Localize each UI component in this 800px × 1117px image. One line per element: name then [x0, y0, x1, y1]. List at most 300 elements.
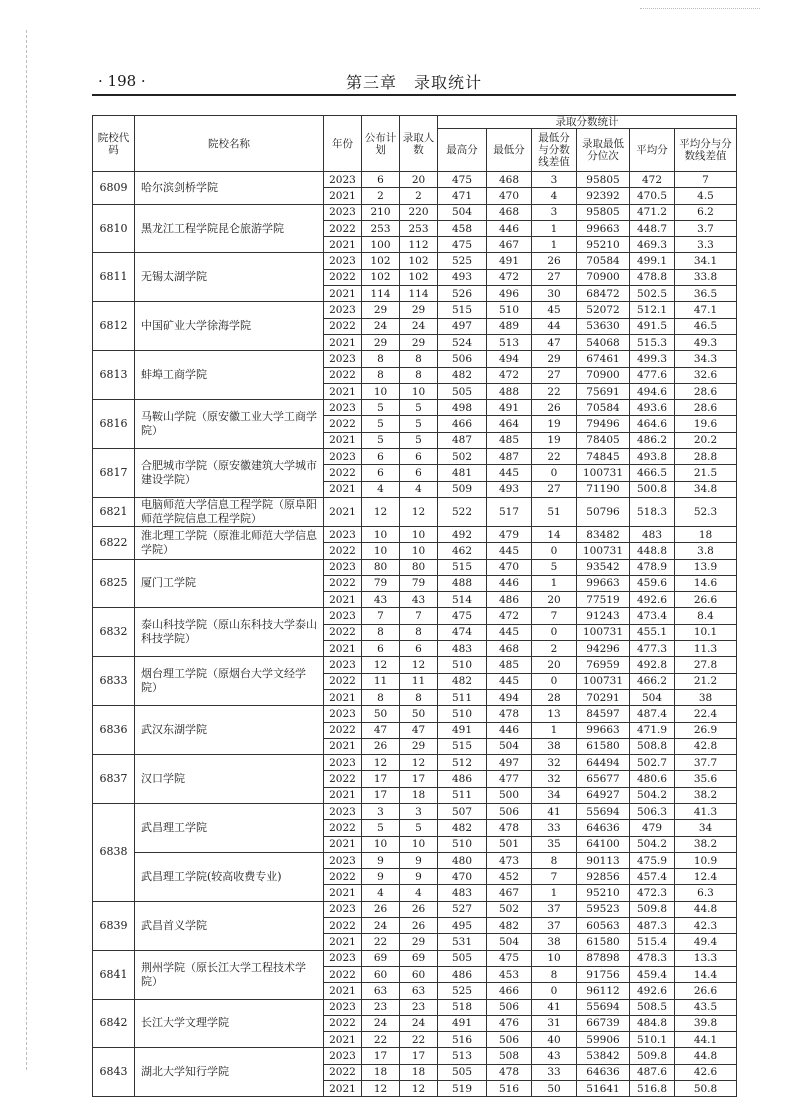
header-name: 院校名称 [135, 116, 324, 172]
cell-avg: 509.8 [630, 901, 675, 917]
cell-enrolled: 253 [400, 220, 438, 236]
cell-min-rank: 60563 [577, 918, 630, 934]
cell-plan: 9 [362, 869, 400, 885]
cell-avg-diff: 18 [675, 526, 737, 542]
cell-min-rank: 64927 [577, 787, 630, 803]
cell-avg-diff: 14.6 [675, 575, 737, 591]
cell-min: 488 [487, 383, 532, 399]
cell-min-diff: 50 [532, 1081, 577, 1097]
cell-max: 493 [438, 269, 487, 285]
cell-min-diff: 41 [532, 999, 577, 1015]
cell-min-rank: 50796 [577, 497, 630, 526]
cell-min-diff: 38 [532, 934, 577, 950]
cell-enrolled: 24 [400, 1015, 438, 1031]
cell-year: 2021 [324, 237, 362, 253]
cell-avg-diff: 22.4 [675, 706, 737, 722]
cell-min-diff: 19 [532, 416, 577, 432]
cell-min-diff: 1 [532, 722, 577, 738]
cell-enrolled: 20 [400, 172, 438, 188]
cell-avg-diff: 11.3 [675, 641, 737, 657]
cell-enrolled: 47 [400, 722, 438, 738]
cell-avg-diff: 46.5 [675, 318, 737, 334]
cell-avg-diff: 36.5 [675, 286, 737, 302]
cell-min-diff: 3 [532, 172, 577, 188]
cell-year: 2021 [324, 334, 362, 350]
cell-min: 446 [487, 722, 532, 738]
cell-min: 470 [487, 188, 532, 204]
cell-min-diff: 30 [532, 286, 577, 302]
cell-min-rank: 64636 [577, 1064, 630, 1080]
cell-avg-diff: 8.4 [675, 608, 737, 624]
cell-year: 2022 [324, 722, 362, 738]
cell-max: 514 [438, 592, 487, 608]
cell-max: 505 [438, 383, 487, 399]
cell-max: 504 [438, 204, 487, 220]
cell-min-rank: 61580 [577, 934, 630, 950]
cell-min-diff: 1 [532, 237, 577, 253]
cell-min-diff: 7 [532, 869, 577, 885]
cell-min-diff: 33 [532, 820, 577, 836]
cell-avg: 466.5 [630, 465, 675, 481]
cell-plan: 26 [362, 901, 400, 917]
cell-min-rank: 64636 [577, 820, 630, 836]
cell-year: 2021 [324, 934, 362, 950]
cell-plan: 24 [362, 318, 400, 334]
cell-max: 475 [438, 172, 487, 188]
cell-min-rank: 55694 [577, 803, 630, 819]
cell-plan: 6 [362, 172, 400, 188]
cell-avg-diff: 44.8 [675, 901, 737, 917]
cell-year: 2021 [324, 689, 362, 705]
cell-avg-diff: 39.8 [675, 1015, 737, 1031]
cell-min-rank: 94296 [577, 641, 630, 657]
school-name: 长江大学文理学院 [135, 999, 324, 1048]
cell-min: 497 [487, 755, 532, 771]
cell-min-rank: 71190 [577, 481, 630, 497]
cell-avg-diff: 41.3 [675, 803, 737, 819]
cell-min-diff: 19 [532, 432, 577, 448]
cell-year: 2022 [324, 869, 362, 885]
cell-max: 512 [438, 755, 487, 771]
cell-min: 482 [487, 918, 532, 934]
cell-min: 467 [487, 237, 532, 253]
cell-min-rank: 91243 [577, 608, 630, 624]
school-code: 6832 [93, 608, 135, 657]
cell-min-rank: 55694 [577, 999, 630, 1015]
cell-min: 493 [487, 481, 532, 497]
school-name: 哈尔滨剑桥学院 [135, 172, 324, 205]
cell-avg: 500.8 [630, 481, 675, 497]
cell-max: 525 [438, 983, 487, 999]
cell-min: 472 [487, 608, 532, 624]
cell-avg-diff: 50.8 [675, 1081, 737, 1097]
cell-year: 2021 [324, 738, 362, 754]
cell-avg: 494.6 [630, 383, 675, 399]
cell-year: 2023 [324, 852, 362, 868]
cell-year: 2022 [324, 318, 362, 334]
cell-min-diff: 22 [532, 383, 577, 399]
cell-avg: 470.5 [630, 188, 675, 204]
cell-enrolled: 12 [400, 755, 438, 771]
cell-min-rank: 77519 [577, 592, 630, 608]
cell-min-diff: 0 [532, 624, 577, 640]
cell-avg: 464.6 [630, 416, 675, 432]
cell-min-rank: 54068 [577, 334, 630, 350]
cell-min-rank: 65677 [577, 771, 630, 787]
table-row [93, 852, 737, 868]
cell-min-rank: 79496 [577, 416, 630, 432]
cell-max: 466 [438, 416, 487, 432]
cell-avg-diff: 44.1 [675, 1032, 737, 1048]
cell-plan: 12 [362, 755, 400, 771]
cell-max: 506 [438, 351, 487, 367]
cell-plan: 6 [362, 449, 400, 465]
cell-avg: 515.3 [630, 334, 675, 350]
cell-year: 2023 [324, 706, 362, 722]
cell-avg-diff: 26.9 [675, 722, 737, 738]
cell-min-diff: 27 [532, 481, 577, 497]
cell-min-diff: 22 [532, 449, 577, 465]
cell-avg-diff: 14.4 [675, 966, 737, 982]
cell-plan: 253 [362, 220, 400, 236]
cell-max: 475 [438, 237, 487, 253]
cell-plan: 26 [362, 738, 400, 754]
cell-enrolled: 17 [400, 1048, 438, 1064]
cell-avg: 448.7 [630, 220, 675, 236]
cell-avg: 477.6 [630, 367, 675, 383]
cell-avg: 499.3 [630, 351, 675, 367]
cell-enrolled: 26 [400, 918, 438, 934]
cell-min: 466 [487, 983, 532, 999]
cell-plan: 4 [362, 885, 400, 901]
table-row [93, 497, 737, 526]
cell-plan: 10 [362, 383, 400, 399]
cell-enrolled: 5 [400, 432, 438, 448]
cell-year: 2021 [324, 286, 362, 302]
cell-year: 2022 [324, 367, 362, 383]
cell-avg: 502.5 [630, 286, 675, 302]
cell-year: 2021 [324, 983, 362, 999]
cell-avg-diff: 12.4 [675, 869, 737, 885]
cell-plan: 17 [362, 1048, 400, 1064]
cell-year: 2023 [324, 559, 362, 575]
cell-enrolled: 102 [400, 253, 438, 269]
cell-min-rank: 61580 [577, 738, 630, 754]
cell-avg: 466.2 [630, 673, 675, 689]
cell-avg-diff: 10.1 [675, 624, 737, 640]
cell-min-diff: 8 [532, 852, 577, 868]
cell-avg: 492.6 [630, 592, 675, 608]
cell-avg-diff: 4.5 [675, 188, 737, 204]
table-row [93, 204, 737, 220]
cell-max: 510 [438, 706, 487, 722]
cell-plan: 22 [362, 1032, 400, 1048]
cell-plan: 114 [362, 286, 400, 302]
cell-min: 468 [487, 641, 532, 657]
cell-avg: 512.1 [630, 302, 675, 318]
cell-min-diff: 4 [532, 188, 577, 204]
cell-min-rank: 64100 [577, 836, 630, 852]
cell-enrolled: 3 [400, 803, 438, 819]
cell-avg: 493.6 [630, 400, 675, 416]
cell-avg-diff: 32.6 [675, 367, 737, 383]
cell-min-diff: 31 [532, 1015, 577, 1031]
cell-min-rank: 66739 [577, 1015, 630, 1031]
cell-min-rank: 64494 [577, 755, 630, 771]
cell-avg: 516.8 [630, 1081, 675, 1097]
cell-min-rank: 93542 [577, 559, 630, 575]
school-name: 泰山科技学院（原山东科技大学泰山科技学院） [135, 608, 324, 657]
cell-max: 513 [438, 1048, 487, 1064]
cell-min-diff: 37 [532, 901, 577, 917]
cell-max: 482 [438, 673, 487, 689]
header-max: 最高分 [438, 129, 487, 172]
cell-enrolled: 79 [400, 575, 438, 591]
table-row [93, 755, 737, 771]
cell-avg-diff: 38.2 [675, 836, 737, 852]
cell-enrolled: 17 [400, 771, 438, 787]
cell-max: 522 [438, 497, 487, 526]
cell-enrolled: 5 [400, 400, 438, 416]
cell-enrolled: 4 [400, 481, 438, 497]
school-code: 6813 [93, 351, 135, 400]
table-row [93, 950, 737, 966]
cell-avg-diff: 6.2 [675, 204, 737, 220]
table-row [93, 803, 737, 819]
cell-plan: 5 [362, 416, 400, 432]
school-code: 6810 [93, 204, 135, 253]
cell-plan: 7 [362, 608, 400, 624]
cell-min-diff: 32 [532, 771, 577, 787]
cell-min: 468 [487, 172, 532, 188]
cell-max: 505 [438, 950, 487, 966]
cell-avg: 492.8 [630, 657, 675, 673]
cell-min: 476 [487, 1015, 532, 1031]
cell-plan: 10 [362, 836, 400, 852]
cell-year: 2022 [324, 269, 362, 285]
cell-year: 2022 [324, 416, 362, 432]
cell-plan: 50 [362, 706, 400, 722]
cell-avg: 448.8 [630, 543, 675, 559]
cell-min-diff: 13 [532, 706, 577, 722]
cell-min: 446 [487, 575, 532, 591]
table-row [93, 657, 737, 673]
cell-min-diff: 51 [532, 497, 577, 526]
cell-avg: 508.5 [630, 999, 675, 1015]
cell-year: 2023 [324, 351, 362, 367]
cell-max: 495 [438, 918, 487, 934]
cell-avg: 472 [630, 172, 675, 188]
cell-year: 2023 [324, 1048, 362, 1064]
cell-min-diff: 1 [532, 220, 577, 236]
cell-plan: 60 [362, 966, 400, 982]
cell-year: 2023 [324, 204, 362, 220]
cell-year: 2023 [324, 950, 362, 966]
cell-enrolled: 6 [400, 641, 438, 657]
cell-enrolled: 8 [400, 367, 438, 383]
cell-avg-diff: 6.3 [675, 885, 737, 901]
school-name: 电脑师范大学信息工程学院（原阜阳师范学院信息工程学院） [135, 497, 324, 526]
cell-min-diff: 5 [532, 559, 577, 575]
table-row [93, 526, 737, 542]
cell-max: 470 [438, 869, 487, 885]
cell-plan: 8 [362, 689, 400, 705]
school-name: 马鞍山学院（原安徽工业大学工商学院） [135, 400, 324, 449]
cell-year: 2023 [324, 999, 362, 1015]
cell-min-diff: 37 [532, 918, 577, 934]
cell-min-diff: 20 [532, 592, 577, 608]
cell-min: 517 [487, 497, 532, 526]
cell-max: 515 [438, 559, 487, 575]
header-min-diff: 最低分与分数线差值 [532, 129, 577, 172]
table-row [93, 302, 737, 318]
cell-year: 2022 [324, 918, 362, 934]
cell-max: 458 [438, 220, 487, 236]
cell-plan: 11 [362, 673, 400, 689]
cell-year: 2021 [324, 836, 362, 852]
cell-enrolled: 6 [400, 465, 438, 481]
page-header [92, 68, 736, 96]
cell-avg-diff: 37.7 [675, 755, 737, 771]
school-name: 淮北理工学院（原淮北师范大学信息学院） [135, 526, 324, 559]
cell-avg-diff: 38 [675, 689, 737, 705]
cell-max: 511 [438, 689, 487, 705]
cell-min-rank: 70584 [577, 400, 630, 416]
cell-enrolled: 220 [400, 204, 438, 220]
cell-avg: 478.8 [630, 269, 675, 285]
cell-enrolled: 23 [400, 999, 438, 1015]
cell-avg: 478.9 [630, 559, 675, 575]
cell-plan: 18 [362, 1064, 400, 1080]
cell-plan: 29 [362, 334, 400, 350]
cell-min-diff: 8 [532, 966, 577, 982]
cell-max: 515 [438, 738, 487, 754]
cell-avg-diff: 34 [675, 820, 737, 836]
cell-min: 510 [487, 302, 532, 318]
cell-min-rank: 84597 [577, 706, 630, 722]
cell-plan: 9 [362, 852, 400, 868]
cell-min-rank: 75691 [577, 383, 630, 399]
cell-avg-diff: 42.6 [675, 1064, 737, 1080]
header-enrolled: 录取人数 [400, 116, 438, 172]
cell-avg-diff: 27.8 [675, 657, 737, 673]
cell-avg: 477.3 [630, 641, 675, 657]
cell-avg: 478.3 [630, 950, 675, 966]
cell-max: 509 [438, 481, 487, 497]
cell-min-rank: 51641 [577, 1081, 630, 1097]
header-avg: 平均分 [630, 129, 675, 172]
cell-min: 506 [487, 1032, 532, 1048]
cell-year: 2023 [324, 253, 362, 269]
cell-avg: 491.5 [630, 318, 675, 334]
cell-max: 498 [438, 400, 487, 416]
cell-plan: 5 [362, 432, 400, 448]
cell-avg: 457.4 [630, 869, 675, 885]
table-row [93, 253, 737, 269]
cell-plan: 79 [362, 575, 400, 591]
cell-enrolled: 50 [400, 706, 438, 722]
cell-year: 2023 [324, 526, 362, 542]
cell-min-diff: 29 [532, 351, 577, 367]
cell-min-rank: 92392 [577, 188, 630, 204]
cell-min-rank: 70900 [577, 269, 630, 285]
cell-min-rank: 95210 [577, 885, 630, 901]
cell-avg-diff: 10.9 [675, 852, 737, 868]
table-row [93, 559, 737, 575]
cell-max: 515 [438, 302, 487, 318]
cell-min: 472 [487, 367, 532, 383]
school-name: 中国矿业大学徐海学院 [135, 302, 324, 351]
cell-min-diff: 47 [532, 334, 577, 350]
cell-avg: 493.8 [630, 449, 675, 465]
school-code: 6812 [93, 302, 135, 351]
cell-min-rank: 59906 [577, 1032, 630, 1048]
school-name: 武汉东湖学院 [135, 706, 324, 755]
cell-max: 462 [438, 543, 487, 559]
cell-min-diff: 44 [532, 318, 577, 334]
cell-enrolled: 112 [400, 237, 438, 253]
cell-avg-diff: 26.6 [675, 983, 737, 999]
cell-year: 2021 [324, 641, 362, 657]
cell-enrolled: 8 [400, 351, 438, 367]
cell-min: 473 [487, 852, 532, 868]
cell-year: 2022 [324, 1015, 362, 1031]
cell-year: 2022 [324, 966, 362, 982]
cell-avg: 484.8 [630, 1015, 675, 1031]
cell-min: 485 [487, 432, 532, 448]
school-code: 6825 [93, 559, 135, 608]
school-code: 6811 [93, 253, 135, 302]
cell-min: 445 [487, 624, 532, 640]
cell-year: 2023 [324, 803, 362, 819]
cell-year: 2022 [324, 624, 362, 640]
cell-max: 502 [438, 449, 487, 465]
cell-min-diff: 45 [532, 302, 577, 318]
cell-min: 485 [487, 657, 532, 673]
cell-enrolled: 4 [400, 885, 438, 901]
school-name: 汉口学院 [135, 755, 324, 804]
cell-min: 496 [487, 286, 532, 302]
cell-min-diff: 26 [532, 400, 577, 416]
cell-year: 2022 [324, 575, 362, 591]
cell-avg: 509.8 [630, 1048, 675, 1064]
cell-year: 2023 [324, 449, 362, 465]
cell-avg: 480.6 [630, 771, 675, 787]
cell-min: 516 [487, 1081, 532, 1097]
cell-plan: 5 [362, 400, 400, 416]
cell-min-diff: 40 [532, 1032, 577, 1048]
cell-max: 481 [438, 465, 487, 481]
cell-min: 477 [487, 771, 532, 787]
cell-avg: 487.3 [630, 918, 675, 934]
cell-min-rank: 53842 [577, 1048, 630, 1064]
cell-plan: 24 [362, 918, 400, 934]
table-row [93, 706, 737, 722]
cell-enrolled: 102 [400, 269, 438, 285]
cell-enrolled: 2 [400, 188, 438, 204]
cell-min-diff: 3 [532, 204, 577, 220]
cell-min-rank: 67461 [577, 351, 630, 367]
cell-enrolled: 5 [400, 820, 438, 836]
school-name: 厦门工学院 [135, 559, 324, 608]
cell-avg: 487.4 [630, 706, 675, 722]
cell-enrolled: 114 [400, 286, 438, 302]
cell-min: 506 [487, 803, 532, 819]
header-min-rank: 录取最低分位次 [577, 129, 630, 172]
school-code: 6837 [93, 755, 135, 804]
cell-avg: 472.3 [630, 885, 675, 901]
cell-avg-diff: 21.5 [675, 465, 737, 481]
